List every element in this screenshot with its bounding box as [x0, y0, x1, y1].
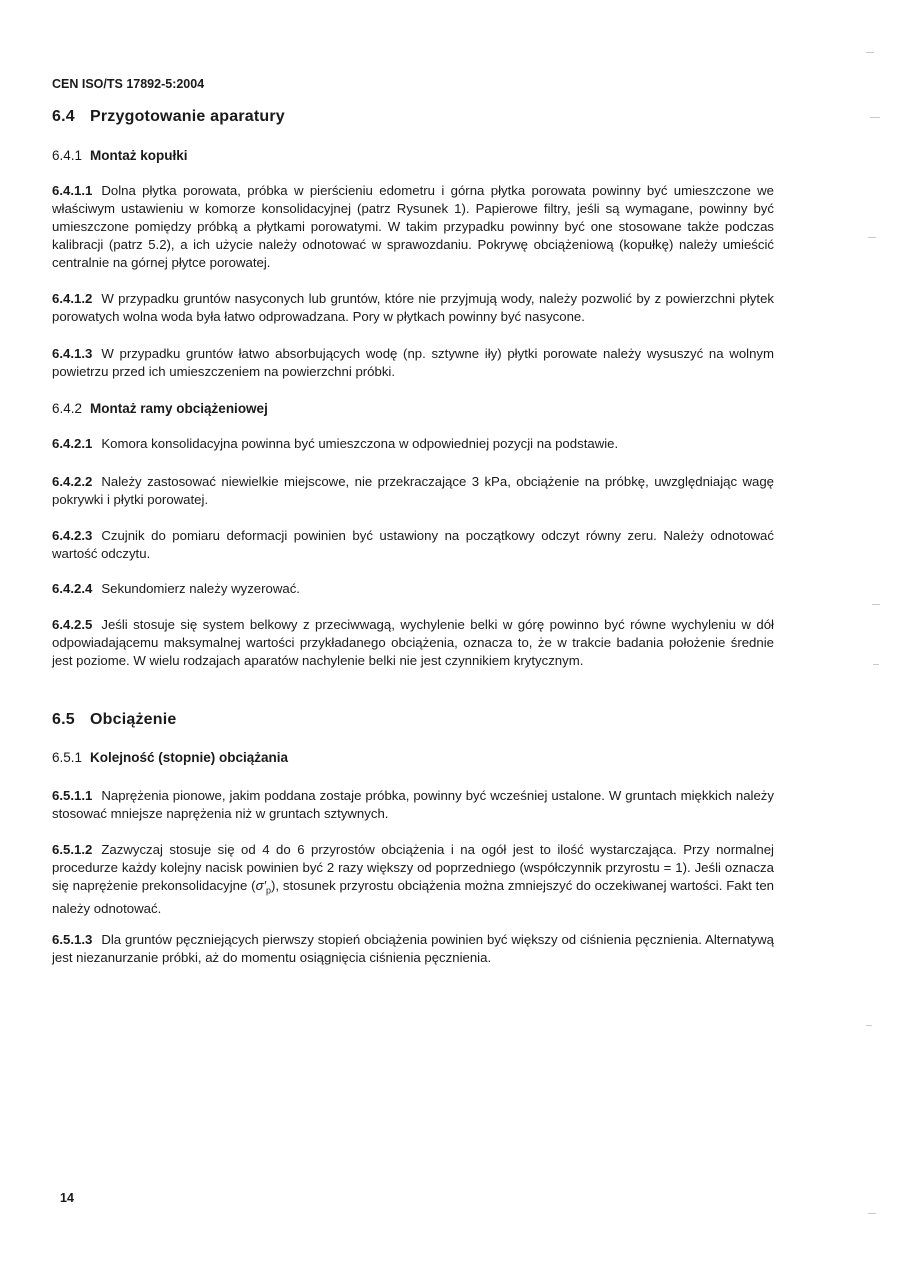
paragraph-number: 6.4.2.3: [52, 528, 93, 543]
paragraph-number: 6.5.1.1: [52, 788, 93, 803]
paragraph-text: Należy zastosować niewielkie miejscowe, nie przekraczające 3 kPa, obciążenie na próbkę, uwzględniając wagę pokrywki i płytki porowatej.: [52, 474, 774, 507]
paragraph-number: 6.4.2.1: [52, 436, 93, 451]
paragraph-number: 6.4.1.3: [52, 346, 93, 361]
section-6-4-1-heading: [52, 148, 188, 163]
section-title: Kolejność (stopnie) obciążania: [90, 750, 289, 765]
paragraph-6-4-2-1: [52, 435, 774, 453]
paragraph-number: 6.4.1.1: [52, 183, 93, 198]
section-6-5-heading: [52, 711, 176, 729]
section-number: 6.4.2: [52, 401, 83, 416]
paragraph-text: W przypadku gruntów łatwo absorbujących wodę (np. sztywne iły) płytki porowate należy wysuszyć na wolnym powietrzu przed ich umieszczeniem na powierzchni próbki.: [52, 346, 774, 379]
paragraph-6-4-1-3: [52, 345, 774, 381]
scan-mark: [866, 1025, 872, 1026]
paragraph-text: Naprężenia pionowe, jakim poddana zostaje próbka, powinny być wcześniej ustalone. W gruntach miękkich należy stosować mniejsze naprężenia niż w gruntach sztywnych.: [52, 788, 774, 821]
scan-mark: [868, 1213, 876, 1214]
section-6-5-1-heading: [52, 750, 288, 765]
paragraph-6-4-2-2: [52, 473, 774, 509]
scan-mark: [872, 604, 880, 605]
paragraph-6-5-1-2: [52, 841, 774, 918]
paragraph-text: Czujnik do pomiaru deformacji powinien być ustawiony na początkowy odczyt równy zeru. Należy odnotować wartość odczytu.: [52, 528, 774, 561]
section-number: 6.4: [52, 108, 75, 125]
paragraph-number: 6.4.2.5: [52, 617, 93, 632]
paragraph-6-5-1-3: [52, 931, 774, 967]
scan-mark: [870, 117, 880, 118]
paragraph-text: Dolna płytka porowata, próbka w pierścieniu edometru i górna płytka porowata powinny być umieszczone we właściwym ustawieniu w komorze konsolidacyjnej (patrz Rysunek 1). Papierowe filtry, jeśli są wymagane, powinny być umieszczone pomiędzy próbką a płytkami porowatymi. W takim przypadku powinny być one stosowane także podczas kalibracji (patrz 5.2), a ich użycie należy odnotować w sprawozdaniu. Pokrywę obciążeniową (kopułkę) należy umieścić centralnie na górnej płytce porowatej.: [52, 183, 774, 270]
paragraph-text: Sekundomierz należy wyzerować.: [101, 581, 300, 596]
scan-mark: [866, 52, 874, 53]
paragraph-6-4-1-2: [52, 290, 774, 326]
paragraph-6-4-2-3: [52, 527, 774, 563]
sigma-symbol: σ′: [255, 878, 266, 893]
paragraph-number: 6.4.1.2: [52, 291, 93, 306]
scan-mark: [868, 237, 876, 238]
paragraph-text: Jeśli stosuje się system belkowy z przeciwwagą, wychylenie belki w górę powinno być równe wychyleniu w dół odpowiadającemu maksymalnej wartości przykładanego obciążenia, oznacza to, że w trakcie badania położenie średnie jest poziome. W wielu rodzajach aparatów nachylenie belki nie jest czynnikiem krytycznym.: [52, 617, 774, 668]
paragraph-text: W przypadku gruntów nasyconych lub gruntów, które nie przyjmują wody, należy pozwolić by z powierzchni płytek porowatych wolna woda była łatwo odprowadzana. Pory w płytkach powinny być nasycone.: [52, 291, 774, 324]
paragraph-number: 6.5.1.2: [52, 842, 93, 857]
page-number: 14: [60, 1191, 74, 1205]
section-number: 6.5.1: [52, 750, 83, 765]
paragraph-number: 6.4.2.4: [52, 581, 93, 596]
paragraph-number: 6.5.1.3: [52, 932, 93, 947]
paragraph-6-4-2-4: [52, 580, 774, 598]
scan-mark: [873, 664, 879, 665]
section-title: Montaż kopułki: [90, 148, 188, 163]
section-6-4-heading: [52, 108, 285, 126]
paragraph-6-4-2-5: [52, 616, 774, 670]
paragraph-text: Komora konsolidacyjna powinna być umieszczona w odpowiedniej pozycji na podstawie.: [101, 436, 619, 451]
sigma-subscript: p: [266, 885, 272, 896]
section-title: Przygotowanie aparatury: [90, 108, 285, 125]
paragraph-text-a: Zazwyczaj stosuje się od 4 do 6 przyrostów obciążenia i na ogół jest to ilość wystarczająca. Przy normalnej procedurze każdy kolejny nacisk powinien być 2 razy większy od poprzedniego (współczynnik przyrostu = 1). Jeśli oznacza się naprężenie prekonsolidacyjne (: [52, 842, 774, 893]
section-number: 6.4.1: [52, 148, 83, 163]
paragraph-6-4-1-1: [52, 182, 774, 272]
paragraph-number: 6.4.2.2: [52, 474, 93, 489]
section-title: Obciążenie: [90, 711, 177, 728]
section-title: Montaż ramy obciążeniowej: [90, 401, 268, 416]
section-number: 6.5: [52, 711, 75, 728]
paragraph-6-5-1-1: [52, 787, 774, 823]
paragraph-text: Dla gruntów pęczniejących pierwszy stopień obciążenia powinien być większy od ciśnienia pęcznienia. Alternatywą jest niezanurzanie próbki, aż do momentu osiągnięcia ciśnienia pęcznienia.: [52, 932, 774, 965]
document-reference: CEN ISO/TS 17892-5:2004: [52, 77, 205, 91]
section-6-4-2-heading: [52, 401, 268, 416]
paragraph-text-b: ), stosunek przyrostu obciążenia można zmniejszyć do oczekiwanej wartości. Fakt ten należy odnotować.: [52, 878, 774, 916]
